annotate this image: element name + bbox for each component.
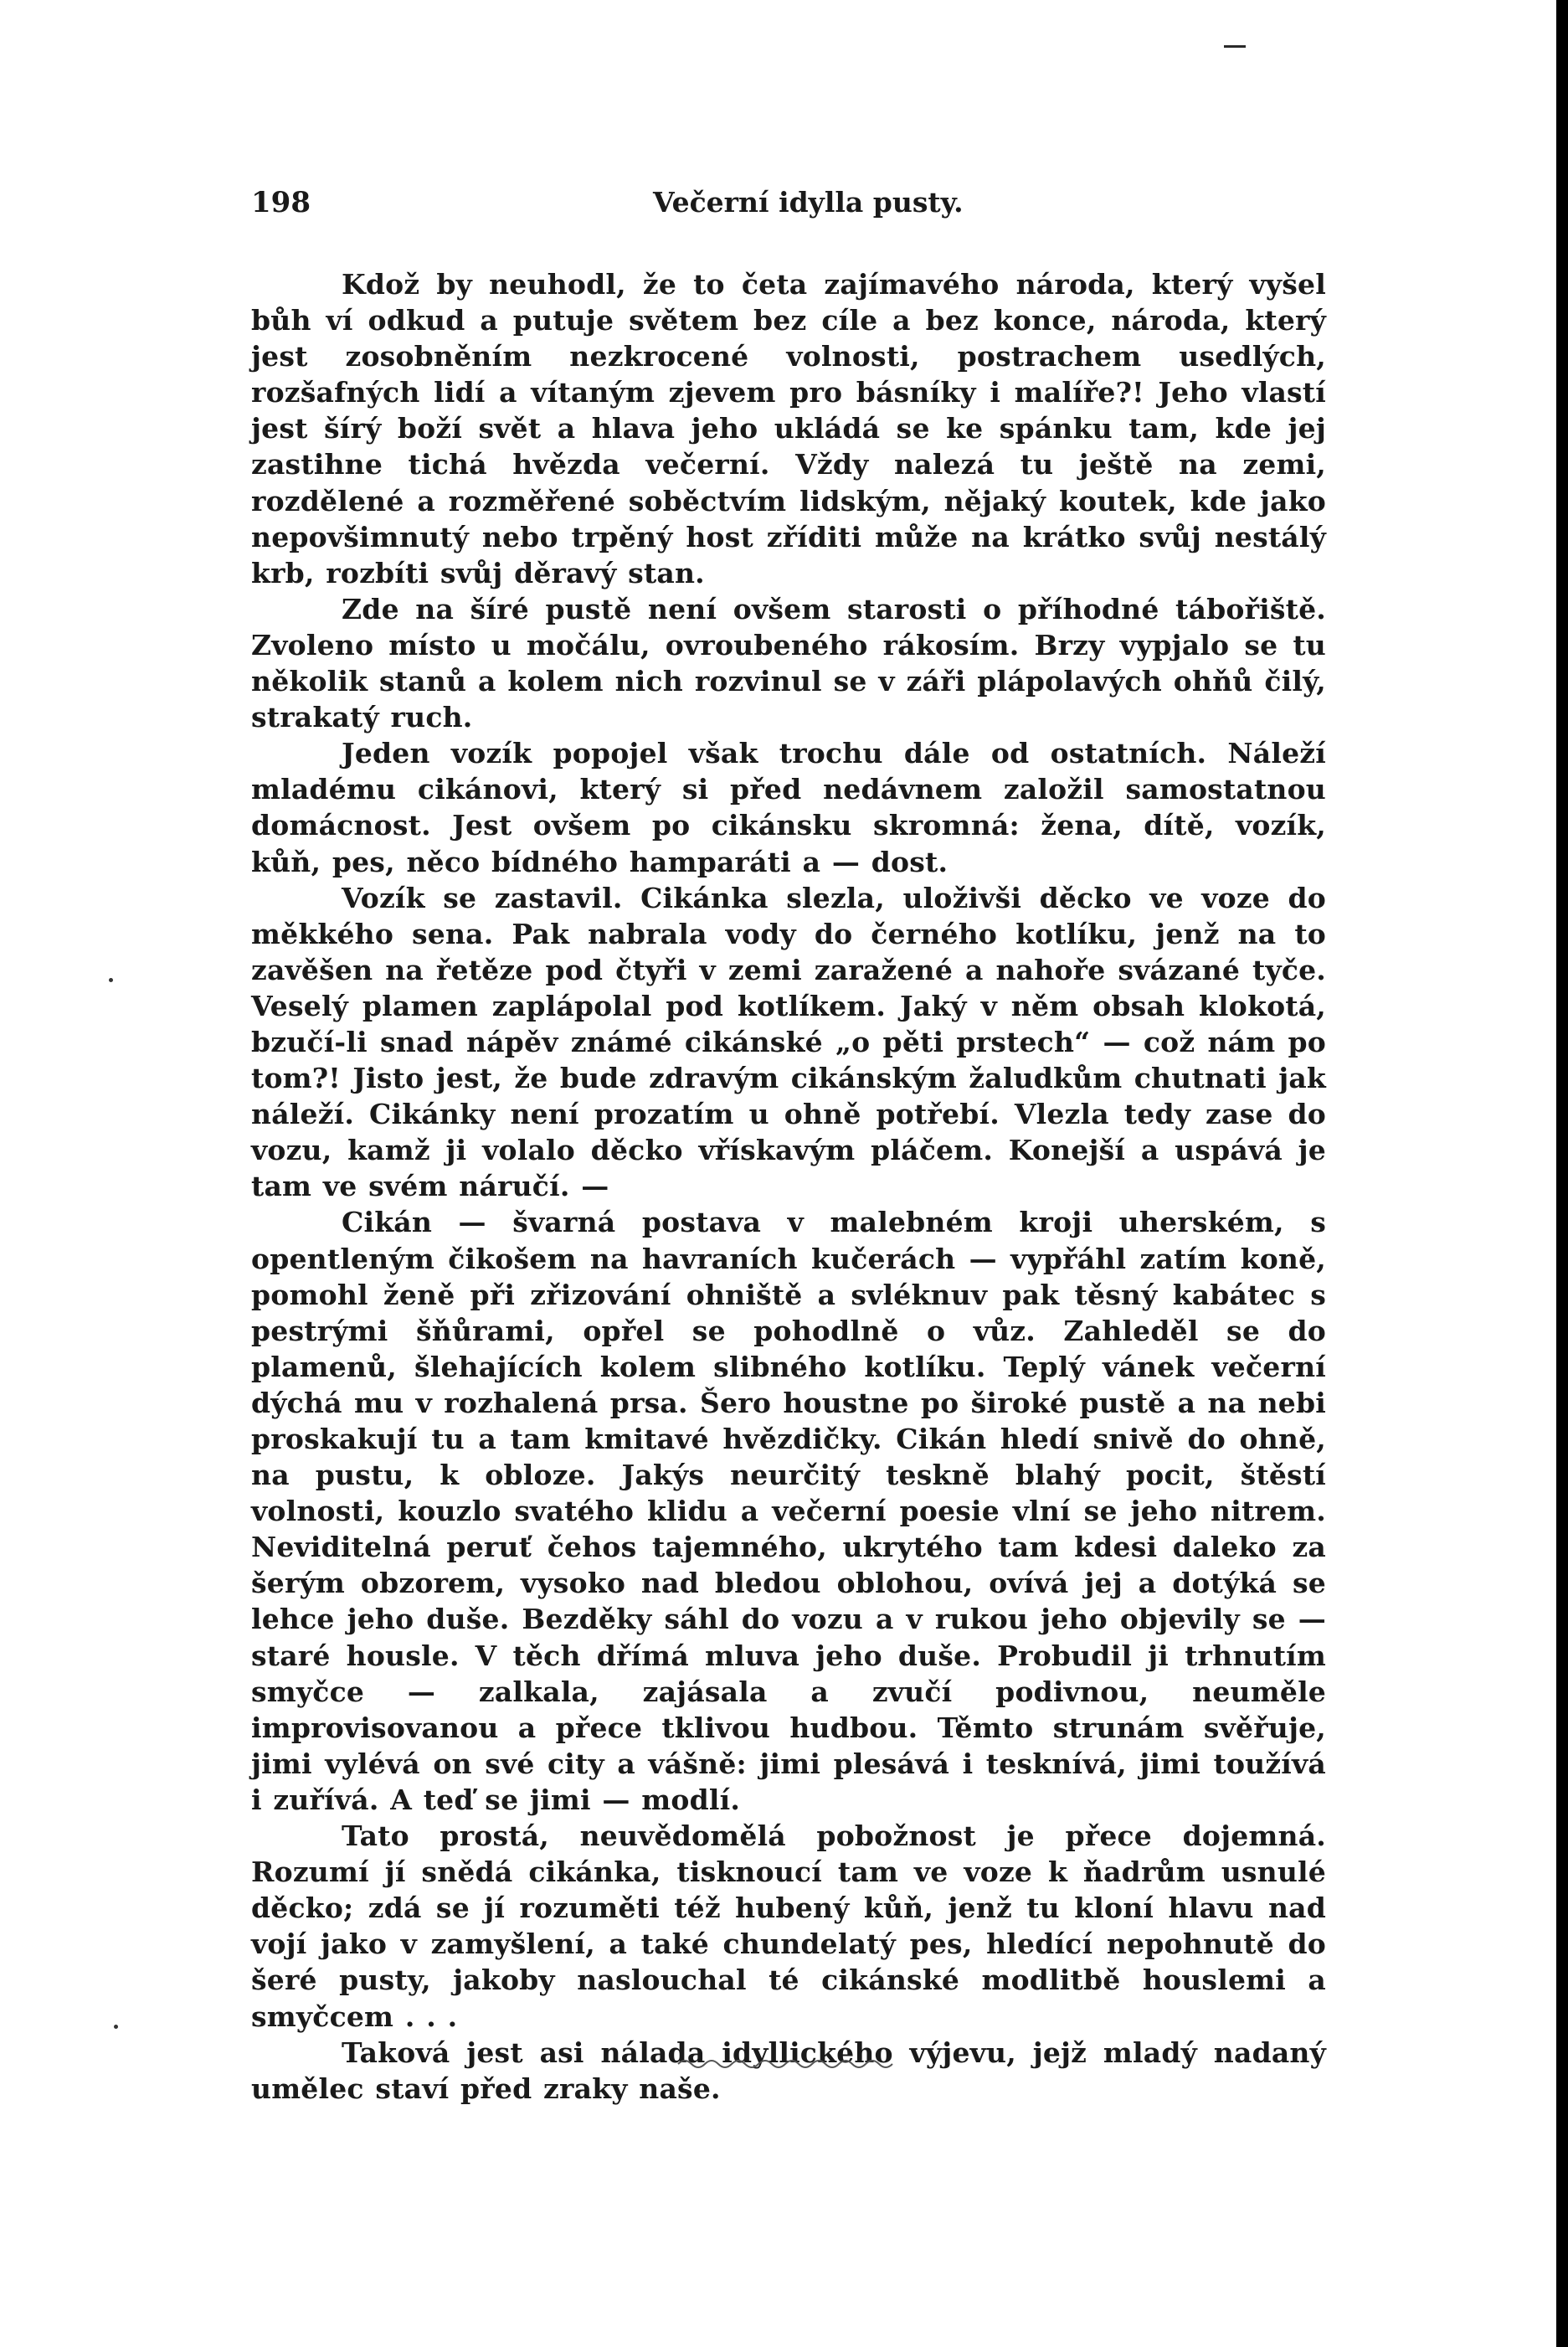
- paragraph: Vozík se zastavil. Cikánka slezla, uloživši děcko ve voze do měkkého sena. Pak nabrala vody do černého kotlíku, jenž na to zavěšen na řetěze pod čtyři v zemi zaražené a nahoře svázané tyče. Veselý plamen zaplápolal pod kotlíkem. Jaký v něm obsah klokotá, bzučí-li snad nápěv známé cikánské „o pěti prstech“ — což nám po tom?! Jisto jest, že bude zdravým cikánským žaludkům chutnati jak náleží. Cikánky není prozatím u ohně potřebí. Vlezla tedy zase do vozu, kamž ji volalo děcko vřískavým pláčem. Konejší a uspává je tam ve svém náručí. —: [251, 881, 1326, 1203]
- body-text: [251, 266, 1326, 2107]
- running-head: Večerní idylla pusty.: [653, 186, 964, 219]
- scan-speck: [114, 2025, 118, 2029]
- paragraph: Tato prostá, neuvědomělá pobožnost je přece dojemná. Rozumí jí snědá cikánka, tisknoucí tam ve voze k ňadrům usnulé děcko; zdá se jí rozuměti též hubený kůň, jenž tu kloní hlavu nad vojí jako v zamyšlení, a také chundelatý pes, hledící nepohnutě do šeré pusty, jakoby naslouchal té cikánské modlitbě houslemi a smyčcem . . .: [251, 1819, 1326, 2033]
- wavy-line-ornament-icon: [676, 2055, 901, 2072]
- paragraph: Jeden vozík popojel však trochu dále od ostatních. Náleží mladému cikánovi, který si před nedávnem založil samostatnou domácnost. Jest ovšem po cikánsku skromná: žena, dítě, vozík, kůň, pes, něco bídného hamparáti a — dost.: [251, 737, 1326, 878]
- scan-border: [1556, 0, 1568, 2347]
- paragraph: Cikán — švarná postava v malebném kroji uherském, s opentleným čikošem na havraních kučerách — vypřáhl zatím koně, pomohl ženě při zřizování ohniště a svléknuv pak těsný kabátec s pestrými šňůrami, opřel se pohodlně o vůz. Zahleděl se do plamenů, šlehajících kolem slibného kotlíku. Teplý vánek večerní dýchá mu v rozhalená prsa. Šero houstne po široké pustě a na nebi proskakují tu a tam kmitavé hvězdičky. Cikán hledí snivě do ohně, na pustu, k obloze. Jakýs neurčitý teskně blahý pocit, štěstí volnosti, kouzlo svatého klidu a večerní poesie vlní se jeho nitrem. Neviditelná peruť čehos tajemného, ukrytého tam kdesi daleko za šerým obzorem, vysoko nad bledou oblohou, ovívá jej a dotýká se lehce jeho duše. Bezděky sáhl do vozu a v rukou jeho objevily se — staré housle. V těch dřímá mluva jeho duše. Probudil ji trhnutím smyčce — zalkala, zajásala a zvučí podivnou, neuměle improvisovanou a přece tklivou hudbou. Těmto strunám svěřuje, jimi vylévá on své city a vášně: jimi plesává i tesknívá, jimi toužívá i zuřívá. A teď se jimi — modlí.: [251, 1206, 1326, 1816]
- paragraph: Zde na šíré pustě není ovšem starosti o příhodné tábořiště. Zvoleno místo u močálu, ovroubeného rákosím. Brzy vypjalo se tu několik stanů a kolem nich rozvinul se v záři plápolavých ohňů čilý, strakatý ruch.: [251, 592, 1326, 734]
- scan-mark: [1224, 45, 1246, 48]
- page-number: 198: [251, 186, 311, 219]
- scan-speck: [109, 978, 113, 982]
- page-header: [251, 186, 1331, 228]
- paragraph: Taková jest asi nálada idyllického výjevu, jejž mladý nadaný umělec staví před zraky naše.: [251, 2036, 1326, 2105]
- paragraph: Kdož by neuhodl, že to četa zajímavého národa, který vyšel bůh ví odkud a putuje světem bez cíle a bez konce, národa, který jest zosobněním nezkrocené volnosti, postrachem usedlých, rozšafných lidí a vítaným zjevem pro básníky i malíře?! Jeho vlastí jest šírý boží svět a hlava jeho ukládá se ke spánku tam, kde jej zastihne tichá hvězda večerní. Vždy nalezá tu ještě na zemi, rozdělené a rozměřené soběctvím lidským, nějaký koutek, kde jako nepovšimnutý nebo trpěný host zříditi může na krátko svůj nestálý krb, rozbíti svůj děravý stan.: [251, 268, 1326, 589]
